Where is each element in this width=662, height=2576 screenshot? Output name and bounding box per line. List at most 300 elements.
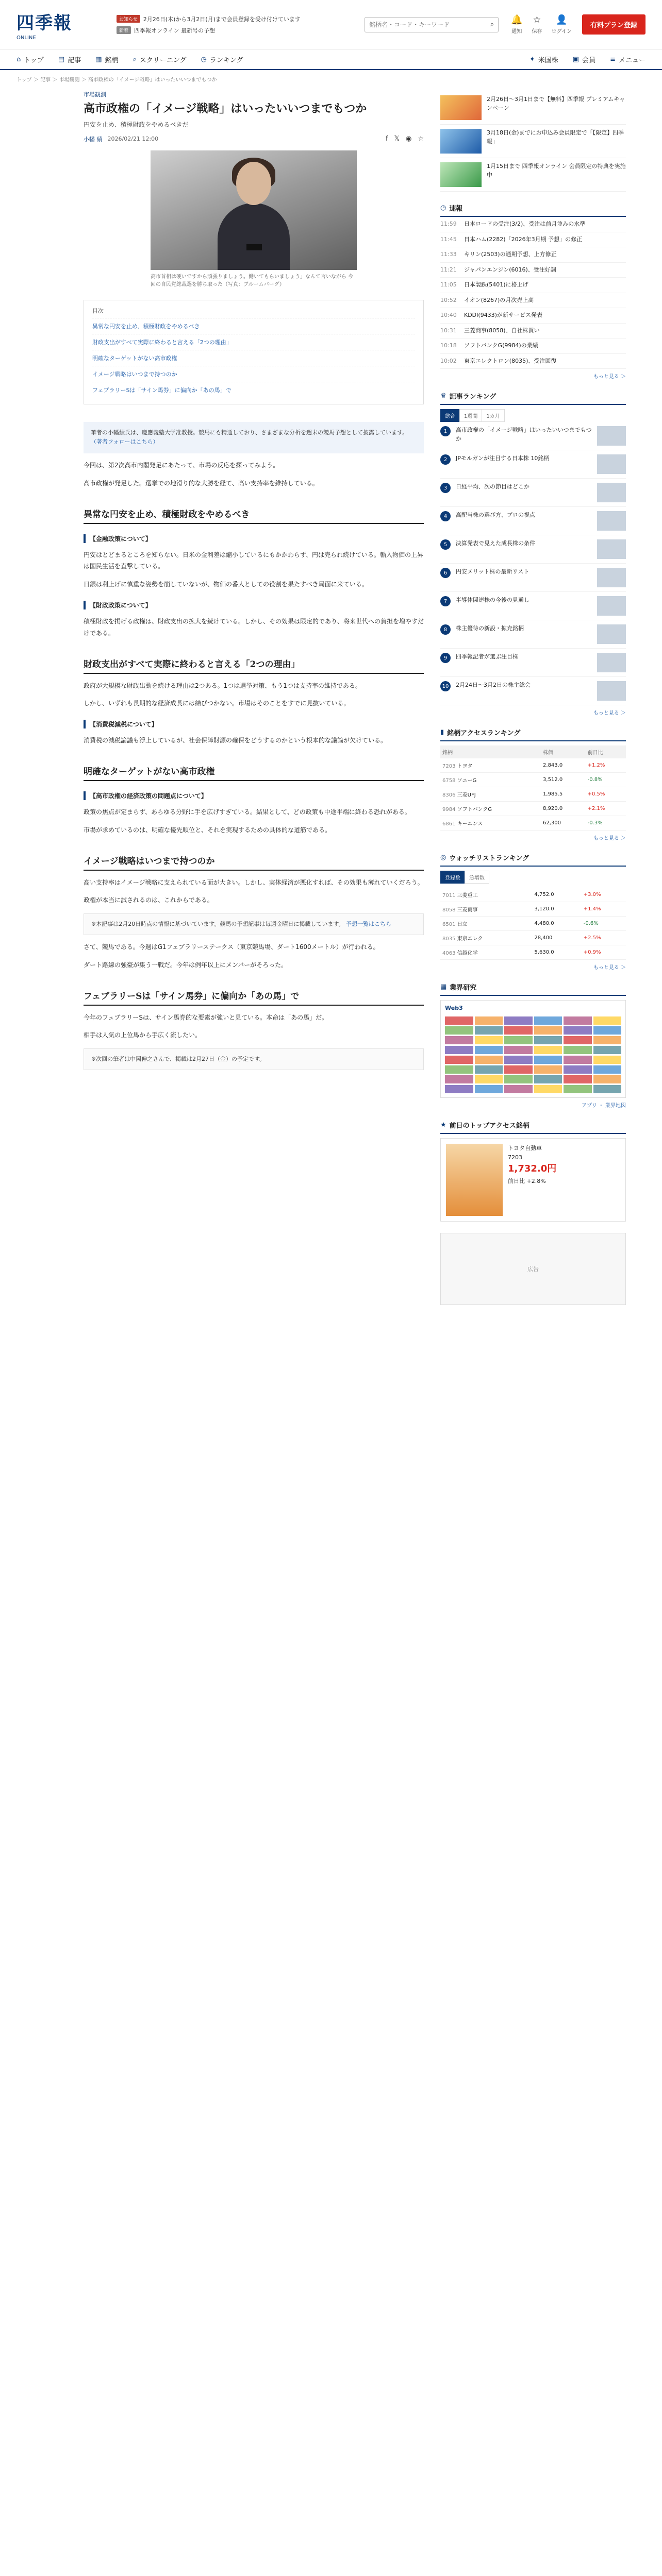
map-cell	[445, 1046, 473, 1054]
news-text: ソフトバンクG(9984)の業績	[464, 342, 538, 349]
ranking-item[interactable]	[440, 620, 626, 649]
toc-item[interactable]: 明確なターゲットがない高市政権	[92, 350, 415, 366]
promo-thumb	[440, 162, 482, 187]
search-icon[interactable]: ⌕	[490, 21, 494, 28]
table-row[interactable]	[440, 816, 626, 831]
article-title: 高市政権の「イメージ戦略」はいったいいつまでもつか	[84, 102, 367, 115]
member-icon: ▣	[572, 55, 580, 63]
article-kicker[interactable]: 市場観測	[84, 91, 106, 98]
news-time: 11:21	[440, 266, 457, 273]
rank-thumb	[597, 653, 626, 672]
map-cell	[564, 1016, 592, 1025]
rank-text: 高市政権の「イメージ戦略」はいったいいつまでもつか	[456, 427, 592, 442]
watch-table	[440, 888, 626, 960]
section-heading: 明確なターゲットがない高市政権	[84, 764, 424, 781]
promo-item[interactable]	[440, 158, 626, 192]
stock-code: 4063	[442, 951, 456, 956]
column-header: 株価	[541, 745, 586, 758]
nav-label: 銘柄	[105, 56, 119, 64]
logo-sub: ONLINE	[16, 35, 36, 41]
table-row[interactable]	[440, 931, 626, 945]
ticker-row[interactable]	[117, 15, 364, 23]
rank-text: 2月24日〜3月2日の株主総会	[456, 682, 531, 688]
table-row[interactable]	[440, 888, 626, 902]
stock-cell	[440, 816, 541, 831]
table-row[interactable]	[440, 787, 626, 802]
stock-code: 9984	[442, 807, 456, 812]
info-box	[84, 913, 424, 935]
map-cell	[593, 1046, 622, 1054]
stock-price: 4,480.0	[532, 917, 581, 931]
map-cell	[504, 1085, 533, 1093]
search-input[interactable]	[369, 21, 490, 28]
rank-number: 2	[440, 454, 451, 465]
notification-label: 通知	[511, 29, 522, 35]
news-time: 10:18	[440, 342, 457, 349]
article	[84, 88, 424, 1305]
line-icon[interactable]: ◉	[406, 135, 412, 143]
nav-label: 記事	[68, 56, 81, 64]
map-cell	[475, 1046, 503, 1054]
subsection-heading: 【高市政権の経済政策の問題点について】	[84, 791, 424, 800]
rank-number: 10	[440, 681, 451, 691]
news-item[interactable]	[440, 247, 626, 263]
day-stock-code: 7203	[508, 1154, 522, 1161]
map-cell	[593, 1085, 622, 1093]
info-box	[84, 1048, 424, 1070]
stock-icon: ▦	[95, 55, 102, 63]
paragraph: 政権が本当に試されるのは、これからである。	[84, 896, 213, 904]
stock-cell	[440, 802, 541, 816]
stock-name: 信越化学	[457, 951, 478, 956]
nav-item-top[interactable]	[16, 55, 44, 64]
news-text: 日本ロードの受注(3/2)、受注は前月並みの水準	[464, 221, 586, 227]
stock-code: 7011	[442, 893, 456, 899]
watch-title: ウォッチリストランキング	[449, 855, 529, 862]
ranking-icon: ◷	[201, 55, 207, 63]
info-text: ※次回の筆者は中岡伸之さんで、掲載は2月27日（金）の予定です。	[91, 1056, 266, 1063]
crown-icon: ♛	[440, 392, 446, 400]
news-item[interactable]	[440, 232, 626, 248]
ticker-text: 四季報オンライン 最新号の予想	[134, 27, 216, 34]
rank-number: 3	[440, 483, 451, 493]
stock-change: -0.8%	[586, 773, 626, 787]
stock-change: +2.5%	[582, 931, 626, 945]
rank-number: 4	[440, 511, 451, 521]
rank-number: 8	[440, 624, 451, 635]
toc-item[interactable]: 財政支出がすべて実際に終わると言える「2つの理由」	[92, 334, 415, 350]
stock-change: +3.0%	[582, 888, 626, 902]
news-text: 日本ハム(2282)「2026年3月期 予想」の修正	[464, 235, 583, 243]
rank-number: 9	[440, 653, 451, 663]
promo-thumb	[440, 129, 482, 154]
stock-cell	[440, 945, 532, 960]
ticker-badge: お知らせ	[117, 15, 140, 23]
nav-item-screening[interactable]	[133, 55, 187, 64]
day-stock-price: 1,732.0円	[508, 1163, 557, 1175]
map-cell	[475, 1016, 503, 1025]
article-subtitle: 円安を止め、積極財政をやめるべきだ	[84, 121, 189, 128]
promo-text: 3月18日(金)までにお申込み会員限定で「【限定】四季報」	[487, 129, 624, 145]
stock-cell	[440, 902, 532, 917]
star-icon: ★	[440, 1121, 446, 1129]
stock-price: 8,920.0	[541, 802, 586, 816]
map-cell	[504, 1075, 533, 1083]
stock-code: 7203	[442, 764, 456, 769]
map-cell	[593, 1036, 622, 1044]
map-cell	[534, 1016, 562, 1025]
microphone	[246, 244, 262, 250]
nav-item-ranking[interactable]	[201, 55, 243, 64]
paragraph: さて、競馬である。今週はG1フェブラリーステークス（東京競馬場、ダート1600メートル）が行われる。	[84, 943, 379, 951]
industry-map-box	[440, 982, 626, 1109]
stock-change: +1.4%	[582, 902, 626, 917]
rank-thumb	[597, 454, 626, 474]
news-item[interactable]	[440, 217, 626, 232]
map-title: 業界研究	[450, 984, 477, 992]
stock-change: +1.2%	[586, 758, 626, 773]
stock-price: 3,120.0	[532, 902, 581, 917]
ticker-row[interactable]	[117, 26, 364, 35]
ranking-item[interactable]	[440, 564, 626, 592]
paragraph: 消費税の減税論議も浮上しているが、社会保障財源の確保をどうするのかという根本的な議論が欠けている。	[84, 737, 387, 744]
news-item[interactable]	[440, 354, 626, 369]
map-cell	[475, 1026, 503, 1035]
news-more-link[interactable]: もっと見る ＞	[593, 374, 626, 380]
map-cell	[445, 1026, 473, 1035]
bookmark-button[interactable]	[532, 14, 542, 35]
rank-thumb	[597, 426, 626, 446]
map-cell	[564, 1056, 592, 1064]
subsection-heading: 【財政政策について】	[84, 601, 424, 609]
ranking-item[interactable]	[440, 479, 626, 507]
stock-cell	[440, 787, 541, 802]
rank-number: 1	[440, 426, 451, 436]
watch-tabs	[440, 871, 626, 884]
rank-number: 6	[440, 568, 451, 578]
paragraph: 相手は人気の上位馬から手広く流したい。	[84, 1031, 202, 1039]
info-link[interactable]: 予想一覧はこちら	[345, 921, 391, 928]
ranking-item[interactable]	[440, 450, 626, 479]
breadcrumb[interactable]: トップ ＞ 記事 ＞ 市場観測 ＞ 高市政権の「イメージ戦略」はいったいいつまでもつか	[16, 77, 217, 83]
day-stock-note: 前日比 +2.8%	[508, 1177, 546, 1184]
news-item[interactable]	[440, 338, 626, 354]
site-logo[interactable]	[16, 9, 104, 41]
paragraph: 今年のフェブラリーSは、サイン馬券的な要素が強いと見ている。本命は「あの馬」だ。	[84, 1013, 328, 1021]
news-text: ジャパンエンジン(6016)、受注好調	[464, 266, 556, 273]
ad-slot[interactable]: 広告	[440, 1233, 626, 1305]
ranking-tabs	[440, 409, 626, 422]
map-cell	[564, 1065, 592, 1074]
map-cell	[504, 1046, 533, 1054]
table-row[interactable]	[440, 902, 626, 917]
watchlist-ranking-box	[440, 853, 626, 971]
stock-change: -0.3%	[586, 816, 626, 831]
promo-list	[440, 91, 626, 192]
stock-name: 三菱UFJ	[457, 792, 476, 798]
map-cell	[445, 1085, 473, 1093]
ranking-more-link[interactable]: もっと見る ＞	[593, 710, 626, 716]
clock-icon: ◷	[440, 204, 446, 212]
login-button[interactable]	[551, 14, 572, 35]
map-cell	[445, 1075, 473, 1083]
map-caption[interactable]: アプリ ・ 業界地図	[582, 1103, 626, 1109]
news-time: 10:52	[440, 296, 457, 303]
news-text: 日本製鉄(5401)に格上げ	[464, 281, 528, 288]
news-text: 東京エレクトロン(8035)、受注回復	[464, 357, 557, 364]
map-cell	[593, 1075, 622, 1083]
rank-thumb	[597, 511, 626, 531]
stock-cell	[440, 917, 532, 931]
bookmark-icon: ☆	[533, 14, 541, 25]
map-cell	[534, 1065, 562, 1074]
rank-text: 円安メリット株の最新リスト	[456, 568, 529, 575]
login-label: ログイン	[551, 29, 572, 35]
facebook-icon[interactable]: f	[385, 135, 388, 143]
rank-text: JPモルガンが注目する日本株 10銘柄	[456, 455, 550, 462]
stock-price: 28,400	[532, 931, 581, 945]
paragraph: 高い支持率はイメージ戦略に支えられている面が大きい。しかし、実体経済が悪化すれば、その効果も薄れていくだろう。	[84, 878, 424, 886]
share-buttons	[386, 135, 424, 143]
toc-item[interactable]: 異常な円安を止め、積極財政をやめるべき	[92, 318, 415, 334]
nav-item-articles[interactable]	[58, 55, 81, 64]
news-time: 11:05	[440, 281, 457, 288]
paragraph: 円安はとどまるところを知らない。日米の金利差は縮小しているにもかかわらず、円は売られ続けている。輸入物価の上昇は国民生活を直撃している。	[84, 551, 424, 570]
day-title: 前日のトップアクセス銘柄	[449, 1122, 529, 1130]
map-cell	[445, 1036, 473, 1044]
map-cell	[475, 1075, 503, 1083]
column-header: 銘柄	[440, 745, 541, 758]
stock-name: 三菱商事	[457, 907, 478, 913]
news-text: 三菱商事(8058)、自社株買い	[464, 327, 540, 334]
signup-button[interactable]: 有料プラン登録	[582, 14, 646, 35]
section-heading: フェブラリーSは「サイン馬券」に偏向か「あの馬」で	[84, 989, 424, 1006]
paragraph: ダート路線の強豪が集う一戦だ。今年は例年以上にメンバーがそろった。	[84, 961, 288, 969]
promo-text: 1月15日まで 四季報オンライン 会員限定の特典を実施中	[487, 163, 626, 178]
news-item[interactable]	[440, 308, 626, 324]
chart-icon: ▮	[440, 728, 444, 736]
paragraph: 政府が大規模な財政出動を続ける理由は2つある。1つは選挙対策、もう1つは支持率の維持である。	[84, 682, 361, 689]
nav-item-us-stocks[interactable]	[529, 55, 558, 64]
stock-name: ソニーG	[457, 778, 477, 784]
toc-item[interactable]: フェブラリーSは「サイン馬券」に偏向か「あの馬」で	[92, 382, 415, 398]
map-cell	[534, 1075, 562, 1083]
watch-more-link[interactable]: もっと見る ＞	[593, 965, 626, 971]
rank-thumb	[597, 681, 626, 701]
tab-surge[interactable]: 急増数	[465, 871, 489, 884]
news-text: キリン(2503)の通期予想、上方修正	[464, 251, 557, 258]
sidebar	[440, 88, 626, 1305]
map-cell	[564, 1075, 592, 1083]
ranking-item[interactable]	[440, 592, 626, 620]
map-cell	[445, 1065, 473, 1074]
news-time: 10:40	[440, 312, 457, 318]
rank-text: 高配当株の選び方、プロの視点	[456, 512, 535, 518]
rank-number: 7	[440, 596, 451, 606]
section-heading: 財政支出がすべて実際に終わると言える「2つの理由」	[84, 657, 424, 674]
paragraph: 日銀は利上げに慎重な姿勢を崩していないが、物価の番人としての役割を果たすべき局面に来ている。	[84, 581, 368, 588]
news-time: 11:33	[440, 251, 457, 258]
nav-item-members[interactable]	[573, 55, 595, 64]
tab-overall[interactable]: 総合	[440, 409, 460, 422]
map-cell	[534, 1026, 562, 1035]
stock-cell	[440, 888, 532, 902]
menu-icon: ≡	[610, 55, 616, 63]
map-icon: ▦	[440, 983, 447, 991]
rank-text: 決算発表で見えた成長株の条件	[456, 540, 535, 547]
rank-text: 半導体関連株の今後の見通し	[456, 597, 529, 603]
nav-label: トップ	[24, 56, 44, 64]
table-row[interactable]	[440, 945, 626, 960]
stock-price: 5,630.0	[532, 945, 581, 960]
tab-month[interactable]: 1カ月	[482, 409, 504, 422]
bookmark-icon[interactable]: ☆	[418, 135, 424, 143]
paragraph: しかし、いずれも長期的な経済成長には結びつかない。市場はそのことをすでに見抜いている。	[84, 700, 350, 707]
ranking-item[interactable]	[440, 422, 626, 450]
map-cell	[593, 1026, 622, 1035]
author-note	[84, 422, 424, 453]
map-cell	[534, 1056, 562, 1064]
publish-date: 2026/02/21 12:00	[107, 135, 159, 143]
nav-label: 米国株	[538, 56, 558, 64]
map-cell	[504, 1036, 533, 1044]
map-cell	[475, 1065, 503, 1074]
stock-price: 1,985.5	[541, 787, 586, 802]
notification-button[interactable]	[511, 14, 522, 35]
table-row[interactable]	[440, 773, 626, 787]
promo-thumb	[440, 95, 482, 120]
daily-top-card[interactable]	[440, 1138, 626, 1222]
promo-text: 2月26日〜3月1日まで【無料】四季報 プレミアムキャンペーン	[487, 96, 625, 111]
news-item[interactable]	[440, 278, 626, 293]
tab-week[interactable]: 1週間	[459, 409, 482, 422]
article-icon: ▤	[58, 55, 65, 63]
rank-thumb	[597, 539, 626, 559]
eye-icon: ◎	[440, 854, 446, 861]
map-cell	[504, 1026, 533, 1035]
map-cell	[564, 1036, 592, 1044]
table-row[interactable]	[440, 917, 626, 931]
map-cell	[564, 1046, 592, 1054]
news-time: 10:02	[440, 357, 457, 364]
nav-label: スクリーニング	[139, 56, 187, 64]
stock-price: 4,752.0	[532, 888, 581, 902]
book-cover	[446, 1144, 503, 1216]
article-meta	[84, 135, 424, 143]
map-cell	[593, 1056, 622, 1064]
stock-price: 62,300	[541, 816, 586, 831]
table-row[interactable]	[440, 758, 626, 773]
ranking-item[interactable]	[440, 535, 626, 564]
map-cell	[534, 1046, 562, 1054]
news-time: 11:45	[440, 235, 457, 243]
toc-item[interactable]: イメージ戦略はいつまで持つのか	[92, 366, 415, 382]
map-cell	[593, 1016, 622, 1025]
paragraph: 積極財政を掲げる政権は、財政支出の拡大を続けている。しかし、その効果は限定的であり、将来世代への負担を増やすだけである。	[84, 618, 424, 637]
stock-change: -0.6%	[582, 917, 626, 931]
stock-name: ソフトバンクG	[457, 807, 492, 812]
stock-code: 8058	[442, 907, 456, 913]
ranking-item[interactable]	[440, 507, 626, 535]
paragraph: 市場が求めているのは、明確な優先順位と、それを実現するための具体的な道筋である。	[84, 826, 332, 834]
promo-item[interactable]	[440, 125, 626, 158]
stock-change: +0.9%	[582, 945, 626, 960]
ranking-title: 記事ランキング	[449, 393, 496, 401]
tab-registered[interactable]: 登録数	[440, 871, 465, 884]
map-cell	[593, 1065, 622, 1074]
ticker-badge: 新着	[117, 26, 131, 34]
news-item[interactable]	[440, 324, 626, 339]
announcement-ticker	[117, 15, 364, 35]
stock-cell	[440, 773, 541, 787]
note-text: 筆者の小幡績氏は、慶應義塾大学准教授。競馬にも精通しており、さまざまな分析を週末の競馬予想として披露しています。	[91, 429, 408, 436]
table-row[interactable]	[440, 802, 626, 816]
map-cell	[504, 1016, 533, 1025]
stock-price: 2,843.0	[541, 758, 586, 773]
person-head	[236, 162, 271, 205]
rank-number: 5	[440, 539, 451, 550]
column-header: 前日比	[586, 745, 626, 758]
news-item[interactable]	[440, 263, 626, 278]
news-time: 11:59	[440, 221, 457, 227]
stock-name: トヨタ	[457, 764, 473, 769]
author-link[interactable]: 小幡 績	[84, 135, 103, 143]
stock-name: 日立	[457, 922, 468, 927]
map-cell	[475, 1056, 503, 1064]
note-link[interactable]: （著者フォローはこちら）	[91, 438, 159, 446]
map-grid	[445, 1016, 621, 1093]
paragraph: 今回は、第2次高市内閣発足にあたって、市場の反応を探ってみよう。	[84, 462, 279, 469]
access-ranking-box	[440, 727, 626, 841]
map-cell	[475, 1036, 503, 1044]
photo-caption: 高市首相は硬いですから頑張りましょう。働いてもらいましょう」なんて言いながら 今回の自民党総裁選を勝ち取った（写真：ブルームバーグ）	[151, 274, 354, 287]
map-cell	[564, 1085, 592, 1093]
stock-cell	[440, 931, 532, 945]
site-header	[0, 0, 662, 49]
industry-map[interactable]	[440, 1000, 626, 1098]
news-text: イオン(8267)の月次売上高	[464, 296, 534, 303]
home-icon: ⌂	[16, 55, 21, 63]
promo-item[interactable]	[440, 91, 626, 125]
nav-label: ランキング	[209, 56, 243, 64]
user-icon: 👤	[556, 14, 568, 25]
article-photo	[151, 150, 357, 270]
ranking-item[interactable]	[440, 677, 626, 705]
access-more-link[interactable]: もっと見る ＞	[593, 836, 626, 841]
subsection-heading: 【消費税減税について】	[84, 720, 424, 728]
notification-icon: 🔔	[511, 14, 523, 25]
map-cell	[445, 1016, 473, 1025]
stock-code: 8035	[442, 936, 456, 942]
stock-code: 6758	[442, 778, 456, 784]
news-time: 10:31	[440, 327, 457, 334]
map-cell	[504, 1056, 533, 1064]
stock-name: 東京エレク	[457, 936, 483, 942]
nav-item-stocks[interactable]	[95, 55, 118, 64]
x-icon[interactable]: 𝕏	[394, 135, 400, 143]
person-body	[218, 203, 290, 270]
news-item[interactable]	[440, 293, 626, 309]
map-cell	[504, 1065, 533, 1074]
rank-thumb	[597, 483, 626, 502]
ranking-item[interactable]	[440, 649, 626, 677]
search-box[interactable]	[365, 17, 499, 32]
screening-icon: ⌕	[133, 55, 137, 63]
toc-title: 目次	[92, 307, 104, 314]
nav-item-menu[interactable]	[610, 55, 646, 64]
stock-name: 三菱重工	[457, 893, 478, 899]
map-cell	[534, 1036, 562, 1044]
